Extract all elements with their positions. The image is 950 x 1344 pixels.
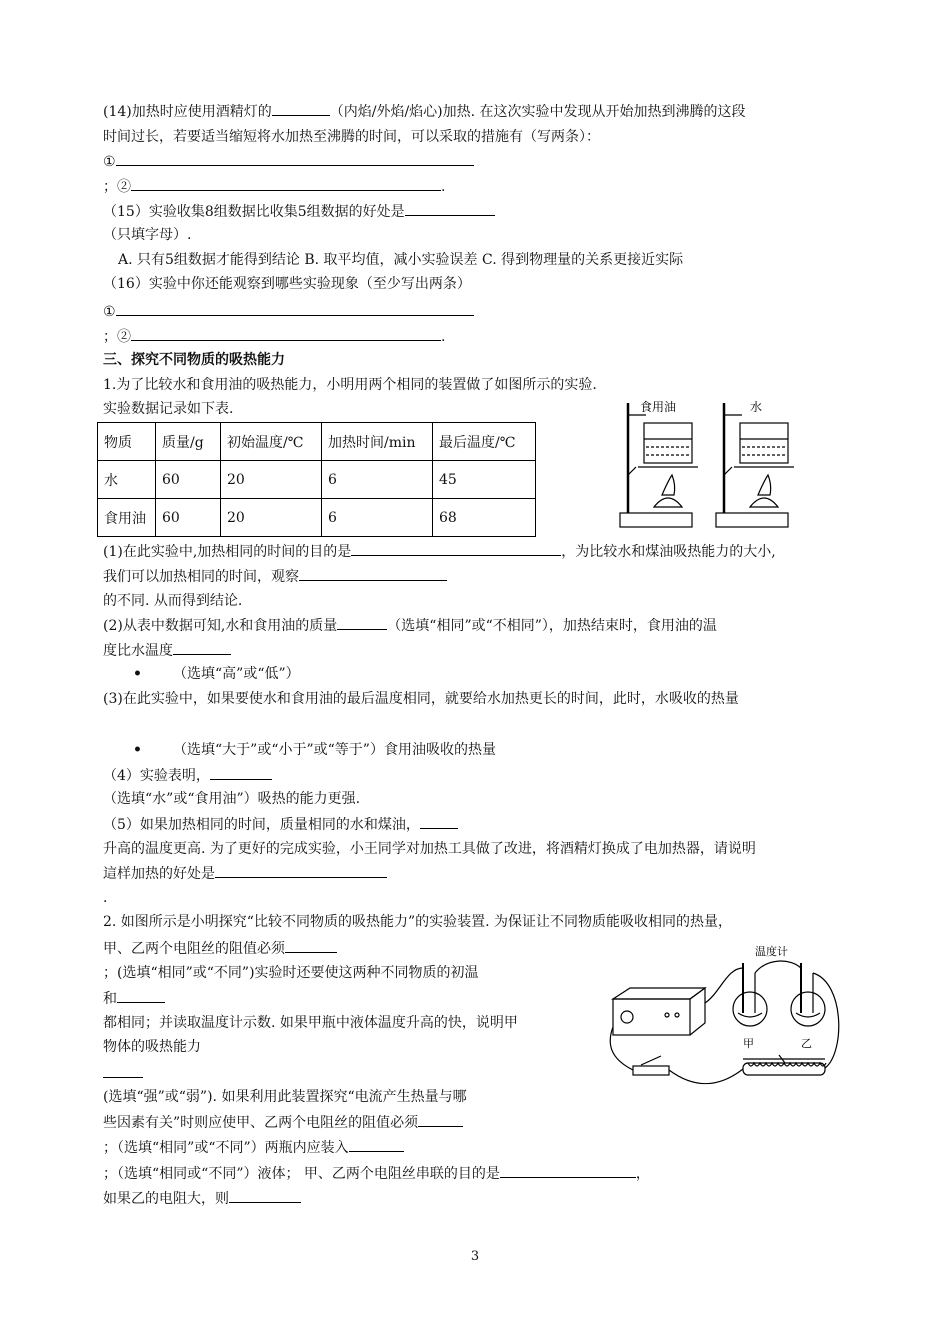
table-cell: 6 (322, 499, 433, 537)
rheostat (743, 1055, 826, 1075)
q14-text-a: (14)加热时应使用酒精灯的 (103, 104, 272, 120)
table-header: 加热时间/min (322, 423, 433, 461)
p1-q1-line3: 的不同. 从而得到结论. (103, 593, 243, 609)
label-water: 水 (750, 400, 763, 414)
data-table (97, 422, 536, 537)
table-cell: 20 (221, 461, 322, 499)
table-cell: 68 (433, 499, 536, 537)
table-cell: 60 (156, 461, 221, 499)
q14-line1 (103, 101, 746, 121)
q14-answer1: ① (103, 151, 474, 171)
p1-q5-line2: 升高的温度更高. 为了更好的完成实验，小王同学对加热工具做了改进，将酒精灯换成了电加热器，请说明 (103, 841, 756, 857)
p2-line12: 如果乙的电阻大，则 (103, 1188, 301, 1208)
p1-q5-line1: （5）如果加热相同的时间，质量相同的水和煤油， (103, 814, 458, 834)
label-jia: 甲 (743, 1037, 754, 1050)
p2-blank-series-purpose[interactable] (500, 1163, 636, 1178)
table-header: 物质 (98, 423, 156, 461)
p2-line4: 和 (103, 988, 165, 1008)
table-cell: 6 (322, 461, 433, 499)
p1-intro: 1.为了比较水和食用油的吸热能力，小明用两个相同的装置做了如图所示的实验. (103, 377, 597, 393)
oil-apparatus (620, 403, 698, 527)
label-oil: 食用油 (640, 400, 677, 414)
p1-q4-line2: （选填“水”或“食用油”）吸热的能力更强. (103, 791, 361, 807)
p2-line1: 2. 如图所示是小明探究“比较不同物质的吸热能力”的实验装置. 为保证让不同物质能吸收相同的热量， (103, 914, 733, 930)
p2-blank-resistance2[interactable] (418, 1112, 463, 1127)
q16-answer2: ；② . (103, 326, 445, 346)
p2-blank-init[interactable] (117, 988, 165, 1003)
p2-blank-resistance[interactable] (285, 938, 337, 953)
label-yi: 乙 (801, 1037, 812, 1050)
p2-line8: (选填“强”或“弱”). 如果利用此装置探究“电流产生热量与哪 (103, 1089, 467, 1105)
p1-q3-option-line: • （选填“大于”或“小于”或“等于”）食用油吸收的热量 (133, 740, 496, 760)
q16-blank-2[interactable] (131, 326, 441, 341)
table-cell: 60 (156, 499, 221, 537)
p1-q2-option-line: • （选填“高”或“低”） (133, 664, 300, 684)
switch (633, 1056, 669, 1075)
q14-text-b: （内焰/外焰/焰心)加热. 在这次实验中发现从开始加热到沸腾的这段 (329, 104, 746, 120)
table-cell: 45 (433, 461, 536, 499)
water-apparatus (716, 403, 794, 527)
q15-line1: （15）实验收集8组数据比收集5组数据的好处是 (103, 201, 495, 221)
p1-q5-line3: 這样加热的好处是 (103, 863, 387, 883)
p2-line3: ；(选填“相同”或“不同”)实验时还要使这两种不同物质的初温 (103, 965, 479, 981)
table-cell: 食用油 (98, 499, 156, 537)
p2-line6: 物体的吸热能力 (103, 1039, 201, 1055)
q14-blank-flame[interactable] (272, 101, 330, 116)
circuit-figure (605, 943, 855, 1093)
p1-q4-line1: （4）实验表明， (103, 765, 272, 785)
q16-blank-1[interactable] (116, 301, 474, 316)
p1-q2-blank-mass[interactable] (337, 615, 387, 630)
page-number: 3 (470, 1249, 480, 1264)
table-header: 质量/g (156, 423, 221, 461)
p2-blank-ability[interactable] (103, 1063, 143, 1078)
q14-blank-1[interactable] (116, 151, 474, 166)
p2-line10: ；（选填“相同”或“不同”）两瓶内应装入 (103, 1137, 404, 1157)
q16-answer1: ① (103, 301, 474, 321)
q14-line2: 时间过长，若要适当缩短将水加热至沸腾的时间，可以采取的措施有（写两条）： (103, 129, 600, 145)
p2-line9: 些因素有关”时则应使甲、乙两个电阻丝的阻值必须 (103, 1112, 463, 1132)
p1-q2-line1: (2)从表中数据可知,水和食用油的质量 （选填“相同”或“不相同”），加热结束时，食用油的温 (103, 615, 717, 635)
p2-blank-conclusion[interactable] (229, 1188, 301, 1203)
p1-q5-blank-benefit[interactable] (215, 863, 387, 878)
p2-blank-liquid-amount[interactable] (349, 1137, 404, 1152)
q14-answer2: ；② . (103, 176, 445, 196)
table-row (98, 461, 536, 499)
p1-q2-line2: 度比水温度 (103, 640, 231, 660)
label-thermometer: 温度计 (755, 945, 788, 958)
p2-line7 (103, 1063, 143, 1083)
p1-q2-blank-temp[interactable] (173, 640, 231, 655)
power-supply (613, 988, 705, 1035)
p2-line11: ；（选填“相同或“不同”）液体； 甲、乙两个电阻丝串联的目的是 ， (103, 1163, 650, 1183)
table-cell: 20 (221, 499, 322, 537)
table-header: 初始温度/℃ (221, 423, 322, 461)
heating-apparatus-figure (610, 395, 800, 535)
p1-q3-line1: (3)在此实验中，如果要使水和食用油的最后温度相同，就要给水加热更长的时间，此时，水吸收的热量 (103, 691, 739, 707)
q14-blank-2[interactable] (131, 176, 441, 191)
p2-line5: 都相同；并读取温度计示数. 如果甲瓶中液体温度升高的快，说明甲 (103, 1015, 518, 1031)
section-title: 三、探究不同物质的吸热能力 (103, 352, 285, 368)
table-row (98, 499, 536, 537)
p1-q5-blank-liquid[interactable] (420, 814, 458, 829)
p1-q1-blank-purpose[interactable] (351, 541, 561, 556)
q15-options: A. 只有5组数据才能得到结论 B. 取平均值，减小实验误差 C. 得到物理量的关系更接近实际 (118, 252, 684, 268)
q16-line1: （16）实验中你还能观察到哪些实验现象（至少写出两条） (103, 276, 471, 292)
table-header: 最后温度/℃ (433, 423, 536, 461)
bottle-yi (791, 963, 825, 1026)
p1-q1-blank-observe[interactable] (299, 566, 447, 581)
p1-q5-end: . (103, 890, 108, 906)
p1-table-intro: 实验数据记录如下表. (103, 401, 234, 417)
table-cell: 水 (98, 461, 156, 499)
p1-q1-line1: (1)在此实验中,加热相同的时间的目的是 ，为比较水和煤油吸热能力的大小, (103, 541, 776, 561)
q15-blank[interactable] (405, 201, 495, 216)
p2-line2: 甲、乙两个电阻丝的阻值必须 (103, 938, 337, 958)
bottle-jia (733, 963, 767, 1026)
p1-q1-line2: 我们可以加热相同的时间，观察 (103, 566, 447, 586)
q15-line2: （只填字母）. (103, 227, 192, 243)
table-header-row (98, 423, 536, 461)
p1-q4-blank[interactable] (210, 765, 272, 780)
